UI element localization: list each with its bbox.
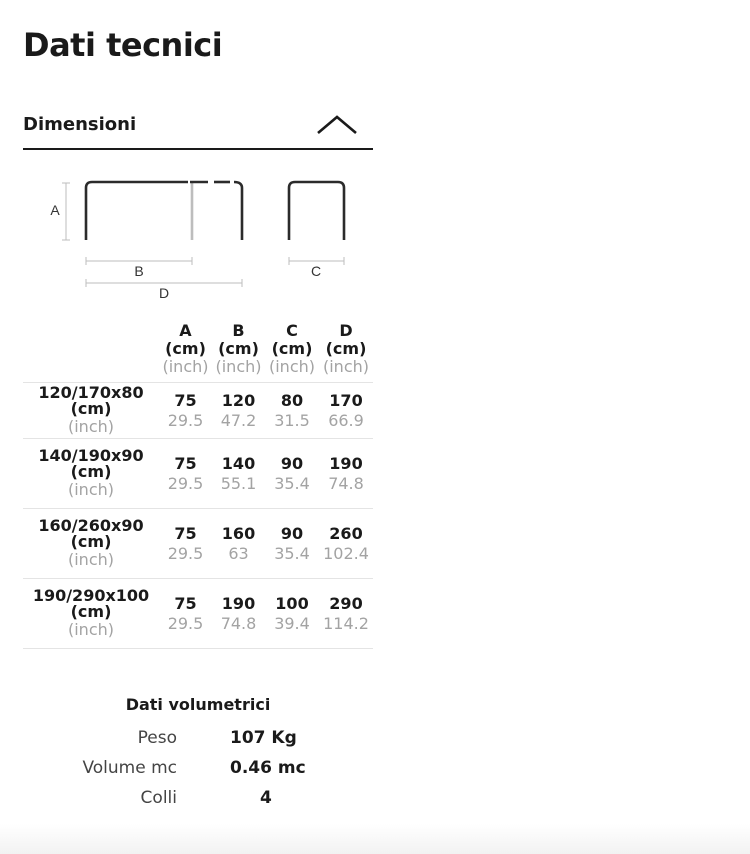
header-c: C (cm) (inch): [268, 321, 315, 376]
cell-b: 160 63: [221, 523, 256, 563]
cell-a: 75 29.5: [167, 523, 204, 563]
volumetric-row-volume: [23, 758, 373, 782]
table-row: [23, 579, 373, 649]
row-label: 120/170x80 (cm) (inch): [38, 382, 144, 436]
cell-b: 140 55.1: [220, 453, 257, 493]
dimension-label-c: C: [310, 263, 322, 279]
volumetric-value: 107 Kg: [230, 728, 297, 748]
table-front-frame: [86, 182, 188, 240]
volumetric-key: Colli: [140, 788, 177, 808]
bottom-fade: [0, 824, 750, 854]
cell-d: 290 114.2: [323, 593, 369, 633]
cell-c: 90 35.4: [274, 453, 310, 493]
cell-a: 75 29.5: [167, 453, 204, 493]
dimensions-table: [23, 322, 373, 649]
cell-c: 90 35.4: [274, 523, 310, 563]
volumetric-key: Volume mc: [82, 758, 177, 778]
table-header-row: [23, 322, 373, 383]
dimensions-accordion-toggle[interactable]: [23, 104, 373, 150]
table-side-frame: [289, 182, 344, 240]
volumetric-row-packages: [23, 788, 373, 812]
table-extension-end: [234, 182, 242, 240]
dimension-label-b: B: [134, 263, 144, 279]
page-title: Dati tecnici: [23, 26, 223, 64]
cell-b: 120 47.2: [220, 390, 257, 430]
table-row: [23, 383, 373, 439]
row-label: 190/290x100 (cm) (inch): [32, 585, 150, 639]
cell-c: 100 39.4: [274, 593, 310, 633]
cell-d: 260 102.4: [323, 523, 369, 563]
header-empty: [23, 322, 159, 383]
dimension-diagram: [40, 170, 360, 305]
header-d: D (cm) (inch): [322, 321, 369, 376]
accordion-label: Dimensioni: [23, 114, 137, 135]
dimension-label-d: D: [158, 285, 170, 301]
cell-c: 80 31.5: [274, 390, 310, 430]
dimension-label-a: A: [50, 202, 60, 218]
row-label: 160/260x90 (cm) (inch): [38, 515, 144, 569]
volumetric-value: 4: [260, 788, 272, 808]
header-a: A (cm) (inch): [162, 321, 209, 376]
cell-a: 75 29.5: [167, 593, 204, 633]
volumetric-value: 0.46 mc: [230, 758, 306, 778]
table-row: [23, 509, 373, 579]
chevron-up-icon[interactable]: [315, 114, 359, 136]
volumetric-title: Dati volumetrici: [125, 695, 271, 714]
cell-d: 170 66.9: [328, 390, 364, 430]
volumetric-key: Peso: [137, 728, 177, 748]
volumetric-row-weight: [23, 728, 373, 752]
header-b: B (cm) (inch): [215, 321, 262, 376]
row-label: 140/190x90 (cm) (inch): [38, 445, 144, 499]
cell-a: 75 29.5: [167, 390, 204, 430]
cell-b: 190 74.8: [220, 593, 257, 633]
cell-d: 190 74.8: [328, 453, 364, 493]
table-row: [23, 439, 373, 509]
